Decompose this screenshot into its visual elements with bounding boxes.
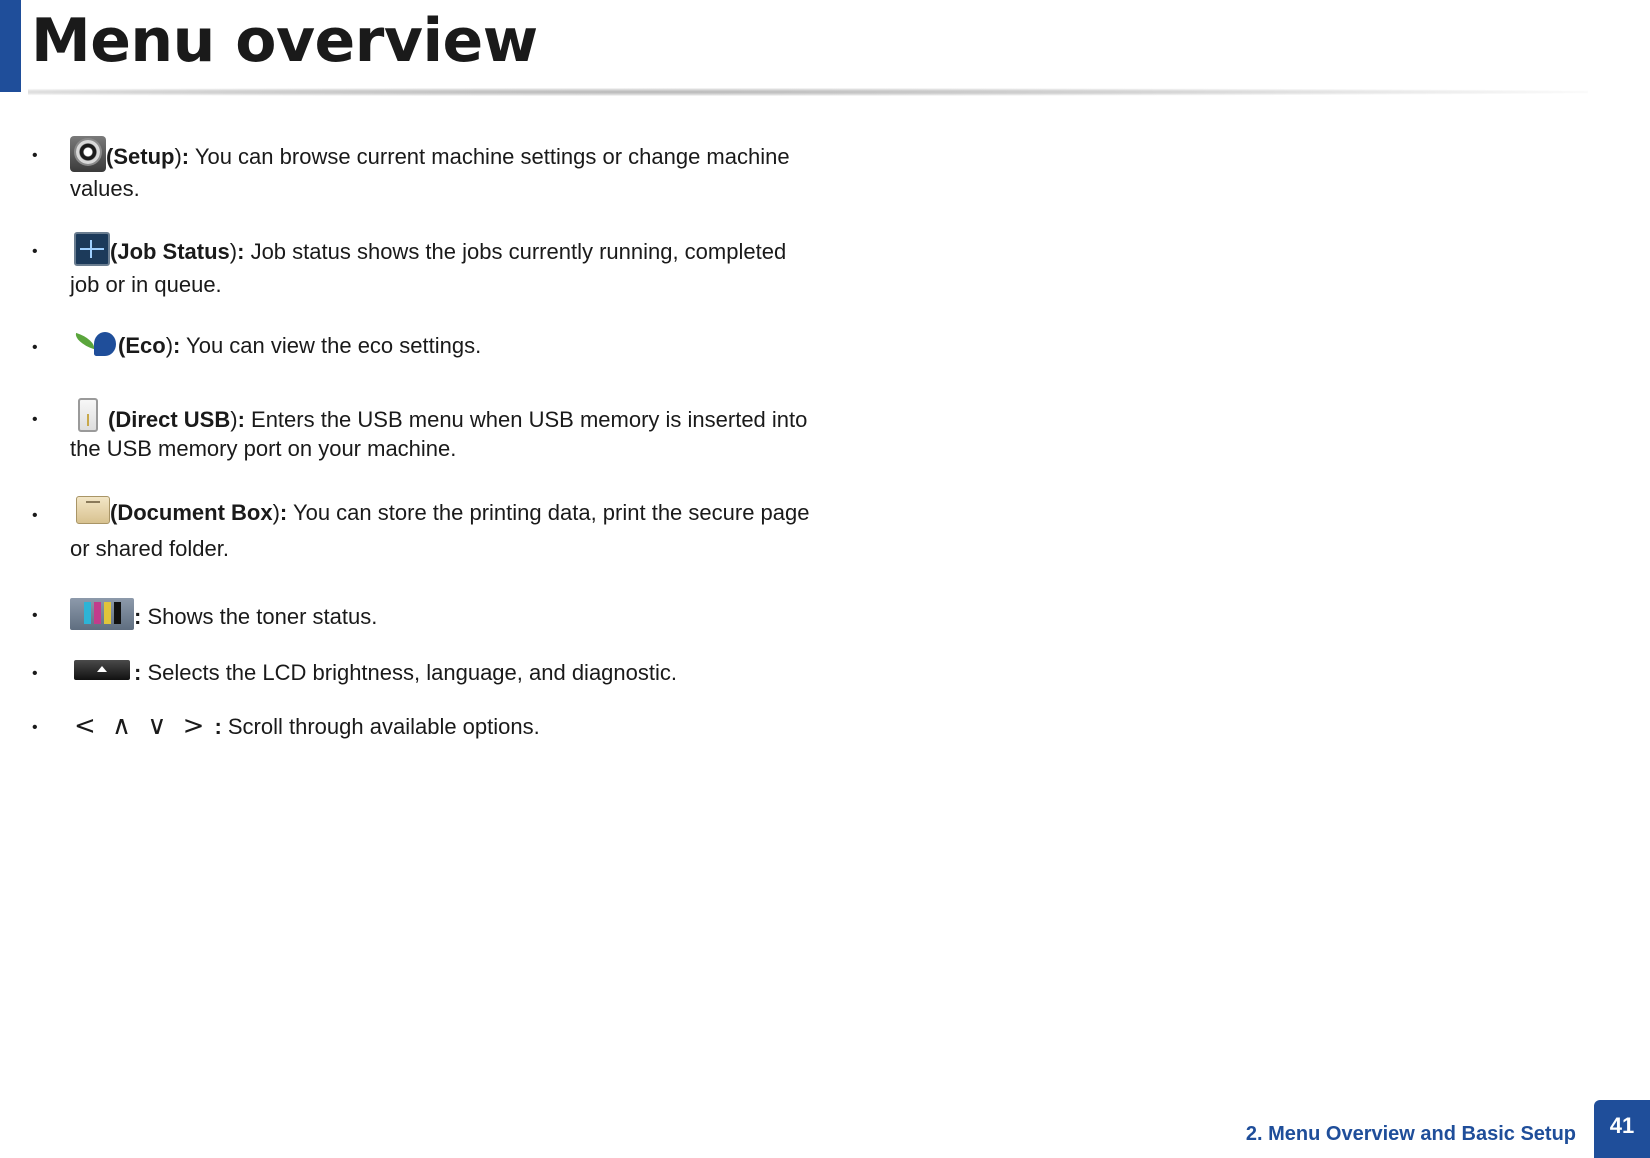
item-description: You can browse current machine settings or change machine [189,143,790,169]
list-item-line: (Eco): You can view the eco settings. [70,332,481,362]
bullet: • [32,147,38,164]
bullet: • [32,243,38,260]
eco-leaf-icon [70,330,118,360]
list-item-line: : Selects the LCD brightness, language, and diagnostic. [70,660,677,686]
bullet: • [32,411,38,428]
list-item-line: < ∧ ∨ > : Scroll through available options. [74,711,540,742]
lcd-brightness-icon [74,660,130,680]
list-item-line: (Direct USB): Enters the USB menu when USB memory is inserted into [70,404,807,438]
job-status-icon [74,232,110,266]
item-description-continued: the USB memory port on your machine. [70,436,457,461]
term-document-box: Document Box [117,500,273,525]
bullet: • [32,719,38,736]
bullet: • [32,665,38,682]
item-description: Enters the USB menu when USB memory is inserted into [244,406,808,432]
term-job-status: Job Status [117,238,230,264]
term-direct-usb: Direct USB [115,406,231,432]
item-description-continued: or shared folder. [70,536,229,561]
item-description: Job status shows the jobs currently running, completed [244,238,787,264]
term-setup: Setup [113,143,175,169]
toner-icon [70,598,134,630]
page-number-badge: 41 [1594,1100,1650,1158]
item-description: Selects the LCD brightness, language, and diagnostic. [141,660,677,685]
list-item-line: (Job Status): Job status shows the jobs currently running, completed [70,236,786,270]
footer-section-title: 2. Menu Overview and Basic Setup [1245,1123,1576,1145]
list-item-line: : Shows the toner status. [70,602,377,634]
bullet: • [32,507,38,524]
bullet: • [32,339,38,356]
usb-icon [78,398,98,432]
gear-icon [70,136,106,172]
item-description-continued: values. [70,176,140,201]
item-description: You can view the eco settings. [180,332,482,358]
document-box-icon [76,496,110,524]
list-item-line: (Setup): You can browse current machine settings or change machine [70,140,790,176]
scroll-arrows-icon: < ∧ ∨ > [74,711,209,742]
bullet: • [32,607,38,624]
page-title: Menu overview [31,6,538,76]
list-item-line: (Document Box): You can store the printing data, print the secure page [70,500,810,528]
item-description-continued: job or in queue. [70,272,222,297]
term-eco: Eco [125,332,166,358]
item-description: You can store the printing data, print the secure page [287,500,810,525]
item-description: Scroll through available options. [221,714,540,739]
item-description: Shows the toner status. [141,603,378,629]
